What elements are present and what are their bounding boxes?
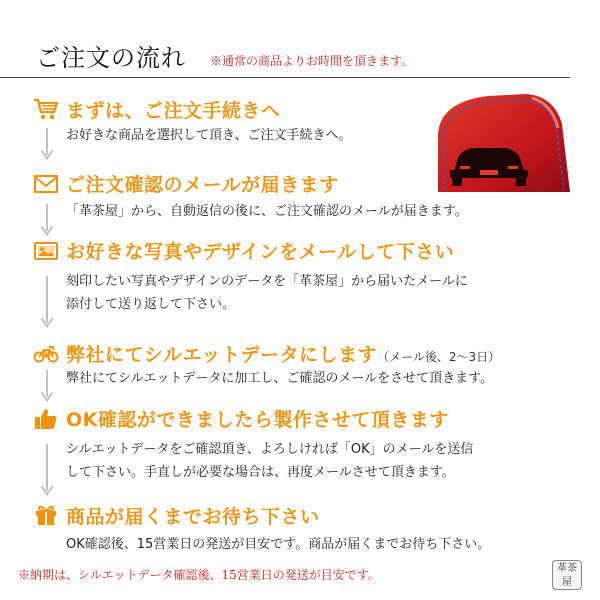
step-description: 刻印したい写真やデザインのデータを「革茶屋」から届いたメールに 添付して送り返して下さい。 [66,274,468,312]
step-title: 弊社にてシルエットデータにします（メール後、2〜3日） [66,344,501,366]
header-notice: ※通常の商品よりお時間を頂きます。 [210,54,414,68]
motorcycle-icon [33,341,59,365]
flow-arrow-icon [40,370,54,406]
step-title: ご注文確認のメールが届きます [66,174,339,196]
header-divider [0,77,570,78]
step-description: シルエットデータをご確認頂き、よろしければ「OK」のメールを送信 して下さい。手直しが必要な場合は、再度メールさせて頂きます。 [66,442,474,480]
step-description: 「革茶屋」から、自動返信の後に、ご注文確認のメールが届きます。 [66,204,468,219]
shopping-cart-icon [33,97,59,121]
step-description: OK確認後、15営業日の発送が目安です。商品が届くまでお待ち下さい。 [66,537,491,552]
photo-icon [33,239,59,263]
header [0,0,600,78]
flow-arrow-icon [40,276,54,332]
flow-arrow-icon [40,444,54,500]
delivery-time-notice: ※納期は、シルエットデータ確認後、15営業日の発送が目安です。 [18,568,380,582]
thumbs-up-icon [33,407,59,431]
step-title: まずは、ご注文手続きへ [66,100,281,122]
step-description: 弊社にてシルエットデータに加工し、ご確認のメールをさせて頂きます。 [66,371,494,386]
step-title: お好きな写真やデザインをメールして下さい [66,241,455,263]
page-title: ご注文の流れ [36,44,186,72]
step-title: OK確認ができましたら製作させて頂きます [66,409,449,431]
step-title: 商品が届くまでお待ち下さい [66,506,320,528]
shop-logo-stamp: 革茶屋 [552,560,582,590]
envelope-icon [33,172,59,196]
leather-product-image [428,94,570,192]
flow-arrow-icon [40,128,54,164]
step-description: お好きな商品を選択して頂き、ご注文手続きへ。 [66,128,352,143]
step-duration-note: （メール後、2〜3日） [377,350,501,364]
gift-icon [33,503,59,527]
flow-arrow-icon [40,204,54,240]
